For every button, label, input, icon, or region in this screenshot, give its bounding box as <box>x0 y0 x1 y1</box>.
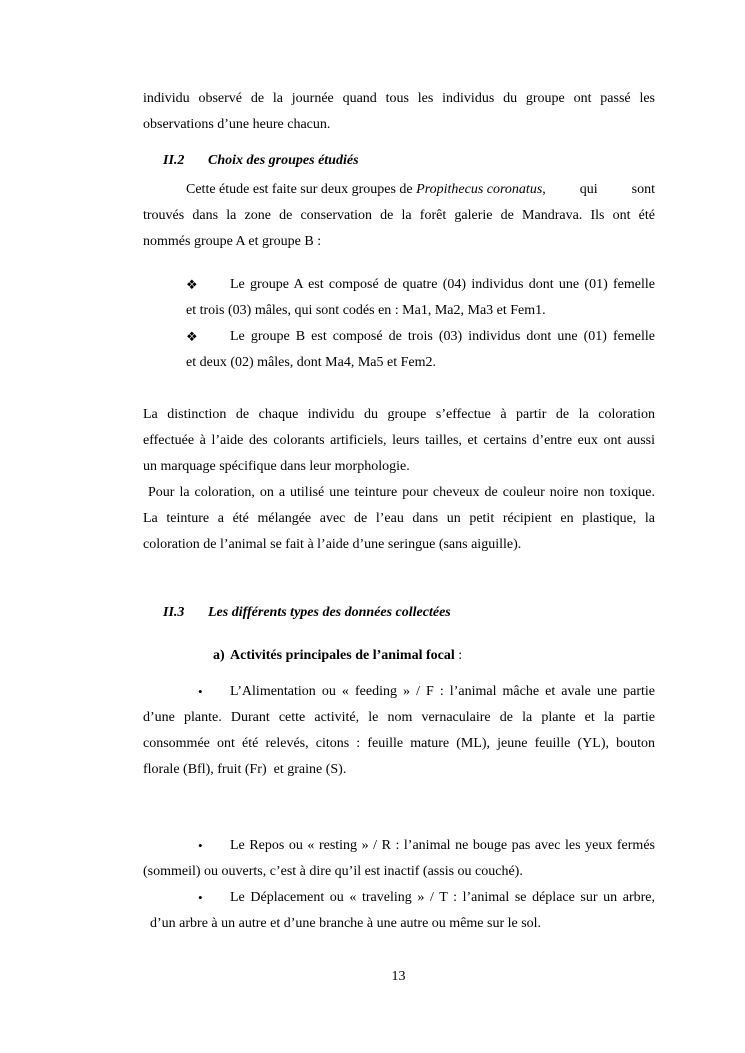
diamond-bullet-icon: ❖ <box>186 329 198 344</box>
list-item-line: L’Alimentation ou « feeding » / F : l’animal mâche et avale une partie <box>230 684 655 699</box>
section-title: Choix des groupes étudiés <box>208 153 359 168</box>
paragraph-line: La teinture a été mélangée avec de l’eau dans un petit récipient en plastique, la <box>143 511 655 526</box>
paragraph-line: nommés groupe A et groupe B : <box>143 234 322 249</box>
paragraph-line: (sommeil) ou ouverts, c’est à dire qu’il est inactif (assis ou couché). <box>143 864 523 879</box>
paragraph-line <box>186 181 655 198</box>
page-number: 13 <box>391 969 406 984</box>
paragraph-line: Pour la coloration, on a utilisé une teinture pour cheveux de couleur noire non toxique. <box>143 485 655 500</box>
subsection-title: Activités principales de l’animal focal <box>230 648 455 663</box>
paragraph-line: coloration de l’animal se fait à l’aide d’une seringue (sans aiguille). <box>143 537 522 552</box>
list-item-line: Le groupe A est composé de quatre (04) individus dont une (01) femelle <box>230 277 655 292</box>
paragraph-line: La distinction de chaque individu du groupe s’effectue à partir de la coloration <box>143 407 655 422</box>
bullet-icon: • <box>198 890 203 905</box>
list-item-line: et deux (02) mâles, dont Ma4, Ma5 et Fem2. <box>186 355 437 370</box>
bullet-icon: • <box>198 684 203 699</box>
section-number: II.3 <box>163 605 185 620</box>
paragraph-line: consommée ont été relevés, citons : feuille mature (ML), jeune feuille (YL), bouton <box>143 736 655 751</box>
paragraph-line: individu observé de la journée quand tous les individus du groupe ont passé les <box>143 91 655 106</box>
diamond-bullet-icon: ❖ <box>186 277 198 292</box>
paragraph-line: trouvés dans la zone de conservation de la forêt galerie de Mandrava. Ils ont été <box>143 208 655 223</box>
paragraph-line: observations d’une heure chacun. <box>143 117 331 132</box>
list-item-line: Le groupe B est composé de trois (03) individus dont une (01) femelle <box>230 329 655 344</box>
list-item-line: et trois (03) mâles, qui sont codés en : Ma1, Ma2, Ma3 et Fem1. <box>186 303 546 318</box>
paragraph-line: effectuée à l’aide des colorants artificiels, leurs tailles, et certains d’entre eux ont aussi <box>143 433 655 448</box>
paragraph-text: , qui sont <box>542 182 655 197</box>
paragraph-line: d’un arbre à un autre et d’une branche à une autre ou même sur le sol. <box>143 916 542 931</box>
subsection-label: a) <box>213 648 225 663</box>
paragraph-line: florale (Bfl), fruit (Fr) et graine (S). <box>143 762 347 777</box>
subsection-colon: : <box>454 648 463 663</box>
section-title: Les différents types des données collectées <box>208 605 451 620</box>
list-item-line: Le Déplacement ou « traveling » / T : l’animal se déplace sur un arbre, <box>230 890 655 905</box>
bullet-icon: • <box>198 838 203 853</box>
list-item-line: Le Repos ou « resting » / R : l’animal ne bouge pas avec les yeux fermés <box>230 838 655 853</box>
paragraph-line: d’une plante. Durant cette activité, le nom vernaculaire de la plante et la partie <box>143 710 655 725</box>
paragraph-text: Cette étude est faite sur deux groupes de <box>186 182 417 197</box>
paragraph-line: un marquage spécifique dans leur morphologie. <box>143 459 410 474</box>
section-number: II.2 <box>163 153 185 168</box>
species-name: Propithecus coronatus <box>416 182 543 197</box>
subsection-heading <box>230 647 462 664</box>
